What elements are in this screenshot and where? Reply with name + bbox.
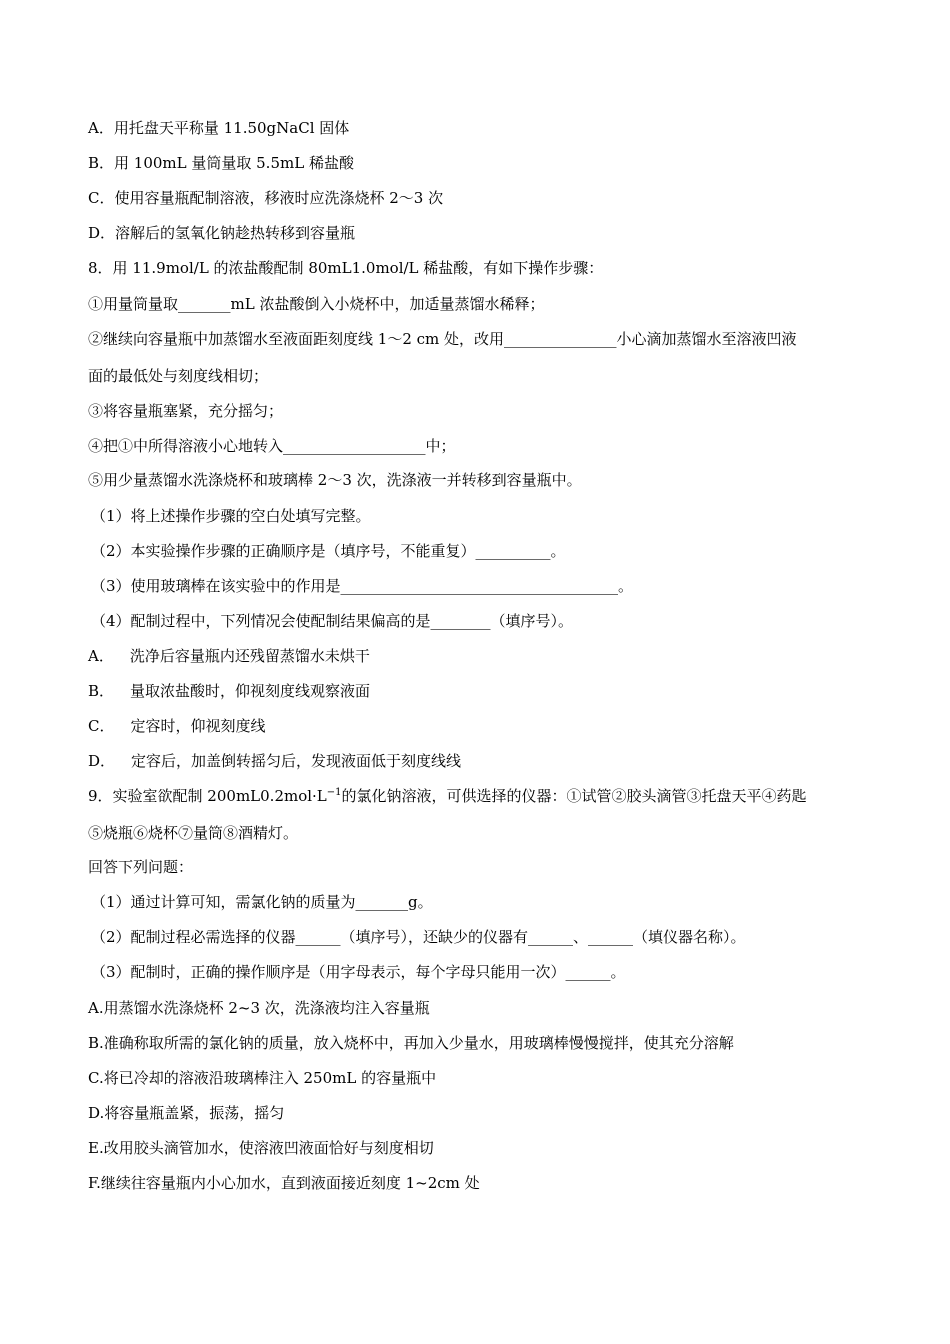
q9-step-a: A.用蒸馏水洗涤烧杯 2~3 次，洗涤液均注入容量瓶 [88, 999, 430, 1017]
q9-step-b: B.准确称取所需的氯化钠的质量，放入烧杯中，再加入少量水，用玻璃棒慢慢搅拌，使其充分溶解 [88, 1034, 734, 1052]
q9-step-f: F.继续往容量瓶内小心加水，直到液面接近刻度 1~2cm 处 [88, 1174, 480, 1192]
q9-prompt: 回答下列问题： [88, 858, 194, 876]
q8-option-d [88, 751, 461, 771]
option-text: 定容后，加盖倒转摇匀后，发现液面低于刻度线线 [131, 752, 462, 770]
q8-sub-2: （2）本实验操作步骤的正确顺序是（填序号，不能重复）__________。 [91, 542, 566, 560]
q8-option-b [88, 681, 370, 701]
q8-option-c [88, 716, 266, 736]
q8-step-2-cont: 面的最低处与刻度线相切； [88, 367, 269, 385]
q9-step-c: C.将已冷却的溶液沿玻璃棒注入 250mL 的容量瓶中 [88, 1069, 437, 1087]
q8-step-4: ④把①中所得溶液小心地转入___________________中； [88, 437, 456, 455]
q8-sub-1: （1）将上述操作步骤的空白处填写完整。 [91, 507, 371, 525]
q9-step-d: D.将容量瓶盖紧，振荡，摇匀 [88, 1104, 285, 1122]
q9-stem [88, 786, 807, 806]
q8-option-a [88, 646, 370, 666]
option-letter: A． [88, 647, 114, 665]
q8-step-1: ①用量筒量取_______mL 浓盐酸倒入小烧杯中，加适量蒸馏水稀释； [88, 295, 545, 313]
option-text: 定容时，仰视刻度线 [130, 717, 266, 735]
option-letter: D． [88, 752, 116, 770]
option-letter: B． [88, 682, 115, 700]
q8-step-2: ②继续向容量瓶中加蒸馏水至液面距刻度线 1～2 cm 处，改用_______________小心滴加蒸馏水至溶液凹液 [88, 330, 797, 348]
q9-step-e: E.改用胶头滴管加水，使溶液凹液面恰好与刻度相切 [88, 1139, 434, 1157]
q7-option-b: B．用 100mL 量筒量取 5.5mL 稀盐酸 [88, 154, 354, 172]
q7-option-c: C．使用容量瓶配制溶液，移液时应洗涤烧杯 2～3 次 [88, 189, 444, 207]
q8-sub-4: （4）配制过程中，下列情况会使配制结果偏高的是________（填序号）。 [91, 612, 574, 630]
q7-option-d: D．溶解后的氢氧化钠趁热转移到容量瓶 [88, 224, 356, 242]
q8-sub-3: （3）使用玻璃棒在该实验中的作用是_____________________________________。 [91, 577, 634, 595]
option-letter: C． [88, 717, 115, 735]
q9-stem-part1: 9．实验室欲配制 200mL0.2mol·L [88, 787, 327, 805]
q9-sub-1: （1）通过计算可知，需氯化钠的质量为_______g。 [91, 893, 433, 911]
q9-sub-3: （3）配制时，正确的操作顺序是（用字母表示，每个字母只能用一次）______。 [91, 963, 626, 981]
q8-step-3: ③将容量瓶塞紧，充分摇匀； [88, 402, 284, 420]
q7-option-a: A．用托盘天平称量 11.50gNaCl 固体 [88, 119, 350, 137]
q9-stem-part2: 的氯化钠溶液，可供选择的仪器：①试管②胶头滴管③托盘天平④药匙 [341, 787, 807, 805]
option-text: 洗净后容量瓶内还残留蒸馏水未烘干 [129, 647, 370, 665]
option-text: 量取浓盐酸时，仰视刻度线观察液面 [130, 682, 371, 700]
q9-stem-line2: ⑤烧瓶⑥烧杯⑦量筒⑧酒精灯。 [88, 824, 299, 842]
q8-step-5: ⑤用少量蒸馏水洗涤烧杯和玻璃棒 2～3 次，洗涤液一并转移到容量瓶中。 [88, 471, 582, 489]
q9-stem-superscript: −1 [326, 787, 342, 798]
q9-sub-2: （2）配制过程必需选择的仪器______（填序号），还缺少的仪器有______、______（填仪器名称）。 [91, 928, 746, 946]
q8-stem: 8．用 11.9mol/L 的浓盐酸配制 80mL1.0mol/L 稀盐酸，有如下操作步骤： [88, 259, 604, 277]
